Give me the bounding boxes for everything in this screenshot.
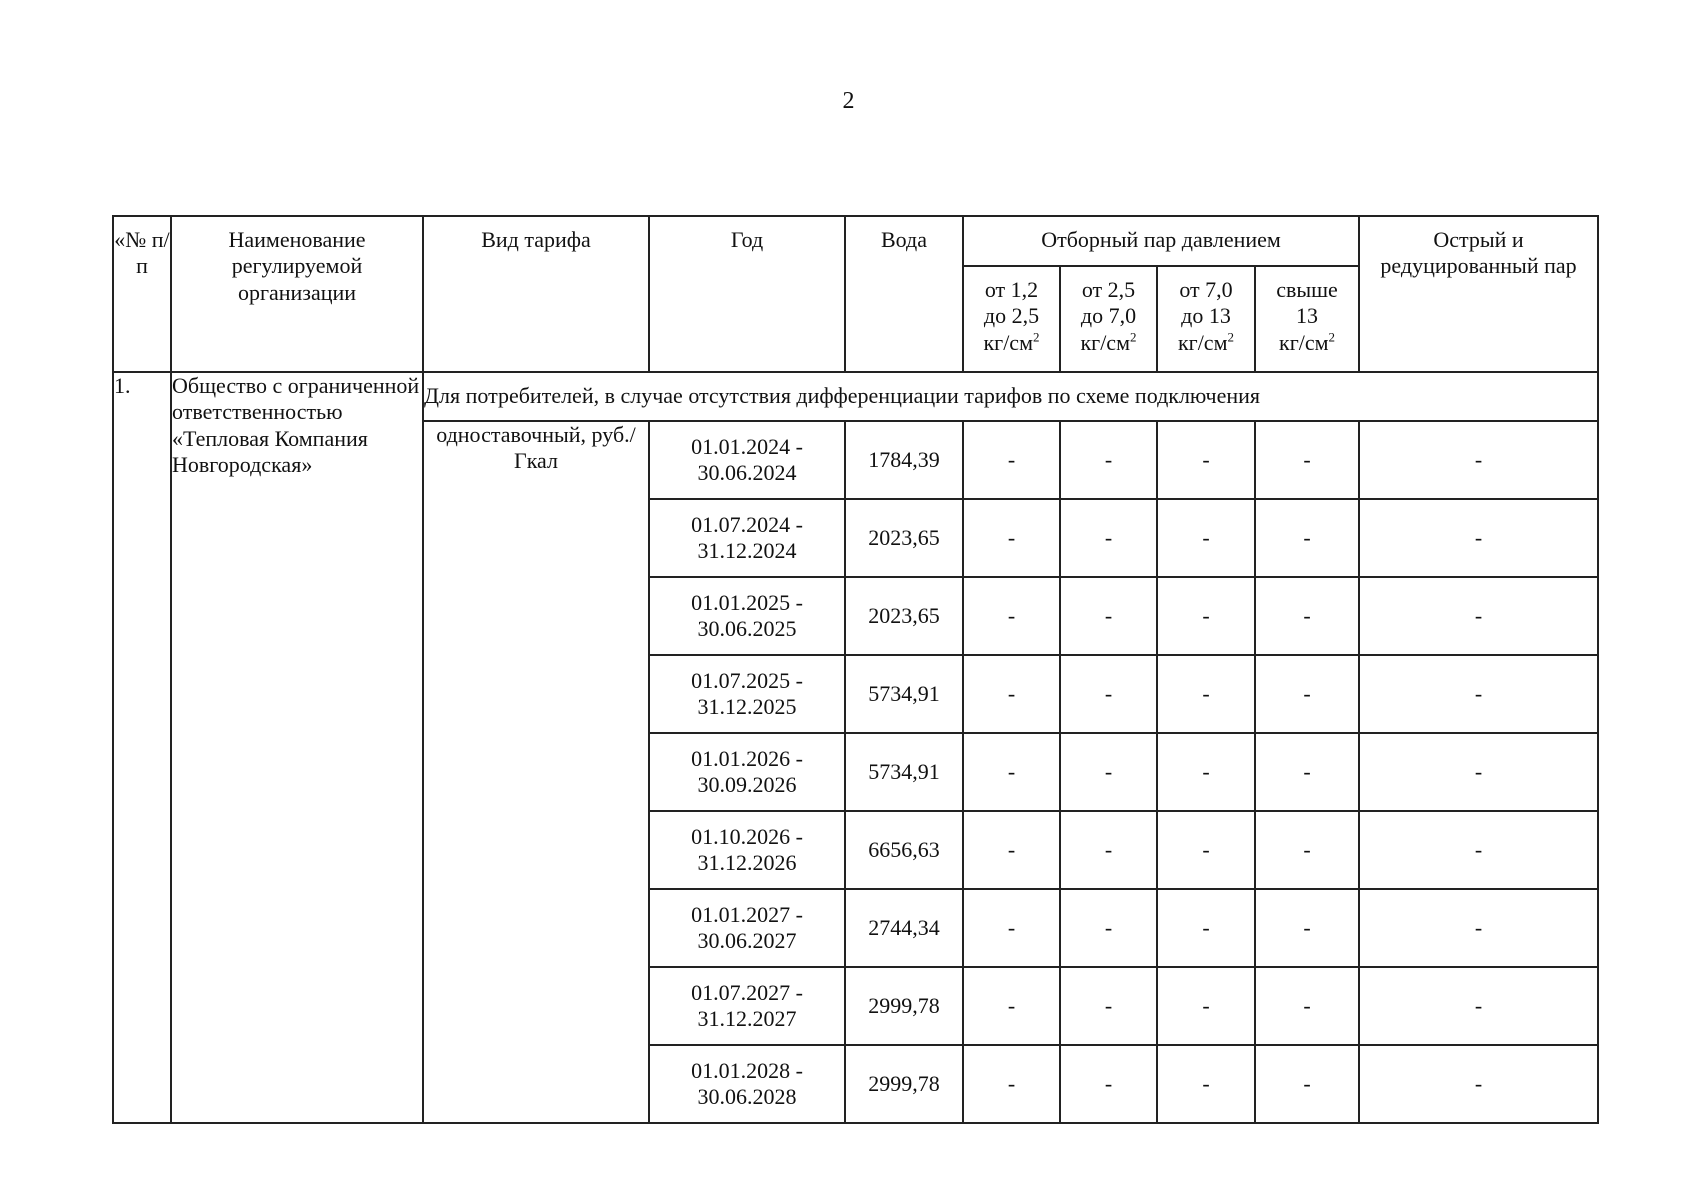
period-cell bbox=[649, 499, 845, 577]
steam-2-value: - bbox=[1060, 967, 1157, 1045]
steam-col-2-exp: 2 bbox=[1130, 329, 1137, 345]
steam-1-value: - bbox=[963, 811, 1060, 889]
steam-2-value: - bbox=[1060, 499, 1157, 577]
steam-col-2-line1: от 2,5 bbox=[1081, 277, 1136, 302]
steam-col-3-unit: кг/см bbox=[1177, 329, 1228, 355]
header-tariff-type: Вид тарифа bbox=[423, 216, 649, 372]
steam-2-value: - bbox=[1060, 889, 1157, 967]
water-value: 2744,34 bbox=[845, 889, 963, 967]
steam-1-value: - bbox=[963, 967, 1060, 1045]
header-steam-col-4 bbox=[1255, 266, 1359, 372]
period-start: 01.10.2026 - bbox=[691, 823, 803, 849]
steam-col-4-line1: свыше bbox=[1276, 277, 1338, 302]
period-start: 01.07.2024 - bbox=[691, 511, 803, 537]
steam-4-value: - bbox=[1255, 1045, 1359, 1123]
steam-4-value: - bbox=[1255, 733, 1359, 811]
sharp-steam-value: - bbox=[1359, 967, 1598, 1045]
steam-2-value: - bbox=[1060, 733, 1157, 811]
header-row-top bbox=[113, 216, 1598, 266]
period-cell bbox=[649, 733, 845, 811]
period-start: 01.01.2026 - bbox=[691, 745, 803, 771]
period-end: 30.06.2028 bbox=[697, 1084, 797, 1109]
water-value: 2023,65 bbox=[845, 499, 963, 577]
water-value: 6656,63 bbox=[845, 811, 963, 889]
sharp-steam-value: - bbox=[1359, 733, 1598, 811]
steam-col-3-exp: 2 bbox=[1227, 329, 1234, 345]
period-cell bbox=[649, 421, 845, 499]
steam-col-2-line2: до 7,0 bbox=[1080, 303, 1137, 329]
period-cell bbox=[649, 811, 845, 889]
sharp-steam-value: - bbox=[1359, 421, 1598, 499]
header-organization: Наименование регулируемой организации bbox=[171, 216, 423, 372]
steam-3-value: - bbox=[1157, 577, 1255, 655]
steam-2-value: - bbox=[1060, 655, 1157, 733]
steam-col-1-exp: 2 bbox=[1033, 329, 1040, 345]
water-value: 2999,78 bbox=[845, 1045, 963, 1123]
steam-4-value: - bbox=[1255, 655, 1359, 733]
steam-3-value: - bbox=[1157, 499, 1255, 577]
header-year: Год bbox=[649, 216, 845, 372]
water-value: 2999,78 bbox=[845, 967, 963, 1045]
steam-col-2-unit: кг/см bbox=[1080, 329, 1130, 355]
period-end: 30.06.2024 bbox=[697, 460, 797, 485]
period-start: 01.01.2025 - bbox=[691, 589, 803, 615]
steam-1-value: - bbox=[963, 1045, 1060, 1123]
row-number: 1. bbox=[113, 372, 171, 1123]
steam-1-value: - bbox=[963, 655, 1060, 733]
period-cell bbox=[649, 967, 845, 1045]
steam-1-value: - bbox=[963, 499, 1060, 577]
period-end: 31.12.2026 bbox=[697, 850, 797, 875]
header-steam-col-1 bbox=[963, 266, 1060, 372]
sharp-steam-value: - bbox=[1359, 1045, 1598, 1123]
water-value: 1784,39 bbox=[845, 421, 963, 499]
scope-row bbox=[113, 372, 1598, 421]
steam-4-value: - bbox=[1255, 499, 1359, 577]
water-value: 2023,65 bbox=[845, 577, 963, 655]
header-num: «№ п/п bbox=[113, 216, 171, 372]
period-start: 01.01.2027 - bbox=[691, 901, 803, 927]
steam-3-value: - bbox=[1157, 421, 1255, 499]
consumer-scope: Для потребителей, в случае отсутствия дифференциации тарифов по схеме подключения bbox=[423, 372, 1598, 421]
tariff-table bbox=[112, 215, 1599, 1124]
sharp-steam-value: - bbox=[1359, 811, 1598, 889]
water-value: 5734,91 bbox=[845, 655, 963, 733]
header-steam-col-2 bbox=[1060, 266, 1157, 372]
steam-2-value: - bbox=[1060, 811, 1157, 889]
period-start: 01.07.2025 - bbox=[691, 667, 803, 693]
steam-col-1-line1: от 1,2 bbox=[984, 277, 1039, 302]
period-end: 30.06.2025 bbox=[697, 616, 797, 641]
steam-1-value: - bbox=[963, 577, 1060, 655]
steam-3-value: - bbox=[1157, 1045, 1255, 1123]
steam-col-1-line2: до 2,5 bbox=[983, 303, 1040, 329]
steam-col-3-line1: от 7,0 bbox=[1179, 277, 1233, 302]
period-end: 31.12.2024 bbox=[697, 538, 797, 563]
page-number: 2 bbox=[842, 88, 855, 114]
period-start: 01.01.2024 - bbox=[691, 433, 803, 459]
header-water: Вода bbox=[845, 216, 963, 372]
steam-4-value: - bbox=[1255, 889, 1359, 967]
steam-col-1-unit: кг/см bbox=[983, 329, 1033, 355]
steam-2-value: - bbox=[1060, 421, 1157, 499]
sharp-steam-value: - bbox=[1359, 889, 1598, 967]
steam-2-value: - bbox=[1060, 1045, 1157, 1123]
period-cell bbox=[649, 1045, 845, 1123]
sharp-steam-value: - bbox=[1359, 655, 1598, 733]
steam-1-value: - bbox=[963, 889, 1060, 967]
period-start: 01.07.2027 - bbox=[691, 979, 803, 1005]
steam-1-value: - bbox=[963, 733, 1060, 811]
period-cell bbox=[649, 655, 845, 733]
steam-col-4-exp: 2 bbox=[1328, 329, 1336, 345]
steam-1-value: - bbox=[963, 421, 1060, 499]
period-cell bbox=[649, 577, 845, 655]
steam-3-value: - bbox=[1157, 655, 1255, 733]
water-value: 5734,91 bbox=[845, 733, 963, 811]
steam-col-4-unit: кг/см bbox=[1279, 329, 1329, 355]
steam-3-value: - bbox=[1157, 889, 1255, 967]
steam-4-value: - bbox=[1255, 811, 1359, 889]
sharp-steam-value: - bbox=[1359, 499, 1598, 577]
period-end: 30.06.2027 bbox=[697, 928, 797, 953]
period-start: 01.01.2028 - bbox=[691, 1057, 803, 1083]
period-cell bbox=[649, 889, 845, 967]
steam-3-value: - bbox=[1157, 967, 1255, 1045]
steam-3-value: - bbox=[1157, 733, 1255, 811]
steam-2-value: - bbox=[1060, 577, 1157, 655]
header-steam-col-3 bbox=[1157, 266, 1255, 372]
steam-col-4-line2: 13 bbox=[1296, 303, 1319, 329]
steam-4-value: - bbox=[1255, 967, 1359, 1045]
tariff-type-cell: одноставочный, руб./Гкал bbox=[423, 421, 649, 1123]
steam-4-value: - bbox=[1255, 577, 1359, 655]
sharp-steam-value: - bbox=[1359, 577, 1598, 655]
header-sharp-steam: Острый и редуцированный пар bbox=[1359, 216, 1598, 372]
period-end: 31.12.2025 bbox=[697, 694, 797, 719]
steam-4-value: - bbox=[1255, 421, 1359, 499]
period-end: 31.12.2027 bbox=[697, 1006, 797, 1031]
steam-3-value: - bbox=[1157, 811, 1255, 889]
period-end: 30.09.2026 bbox=[697, 772, 797, 797]
header-extracted-steam: Отборный пар давлением bbox=[963, 216, 1359, 266]
organization-name: Общество с ограниченной ответственностью «Тепловая Компания Новгородская» bbox=[171, 372, 423, 1123]
steam-col-3-line2: до 13 bbox=[1181, 303, 1231, 329]
